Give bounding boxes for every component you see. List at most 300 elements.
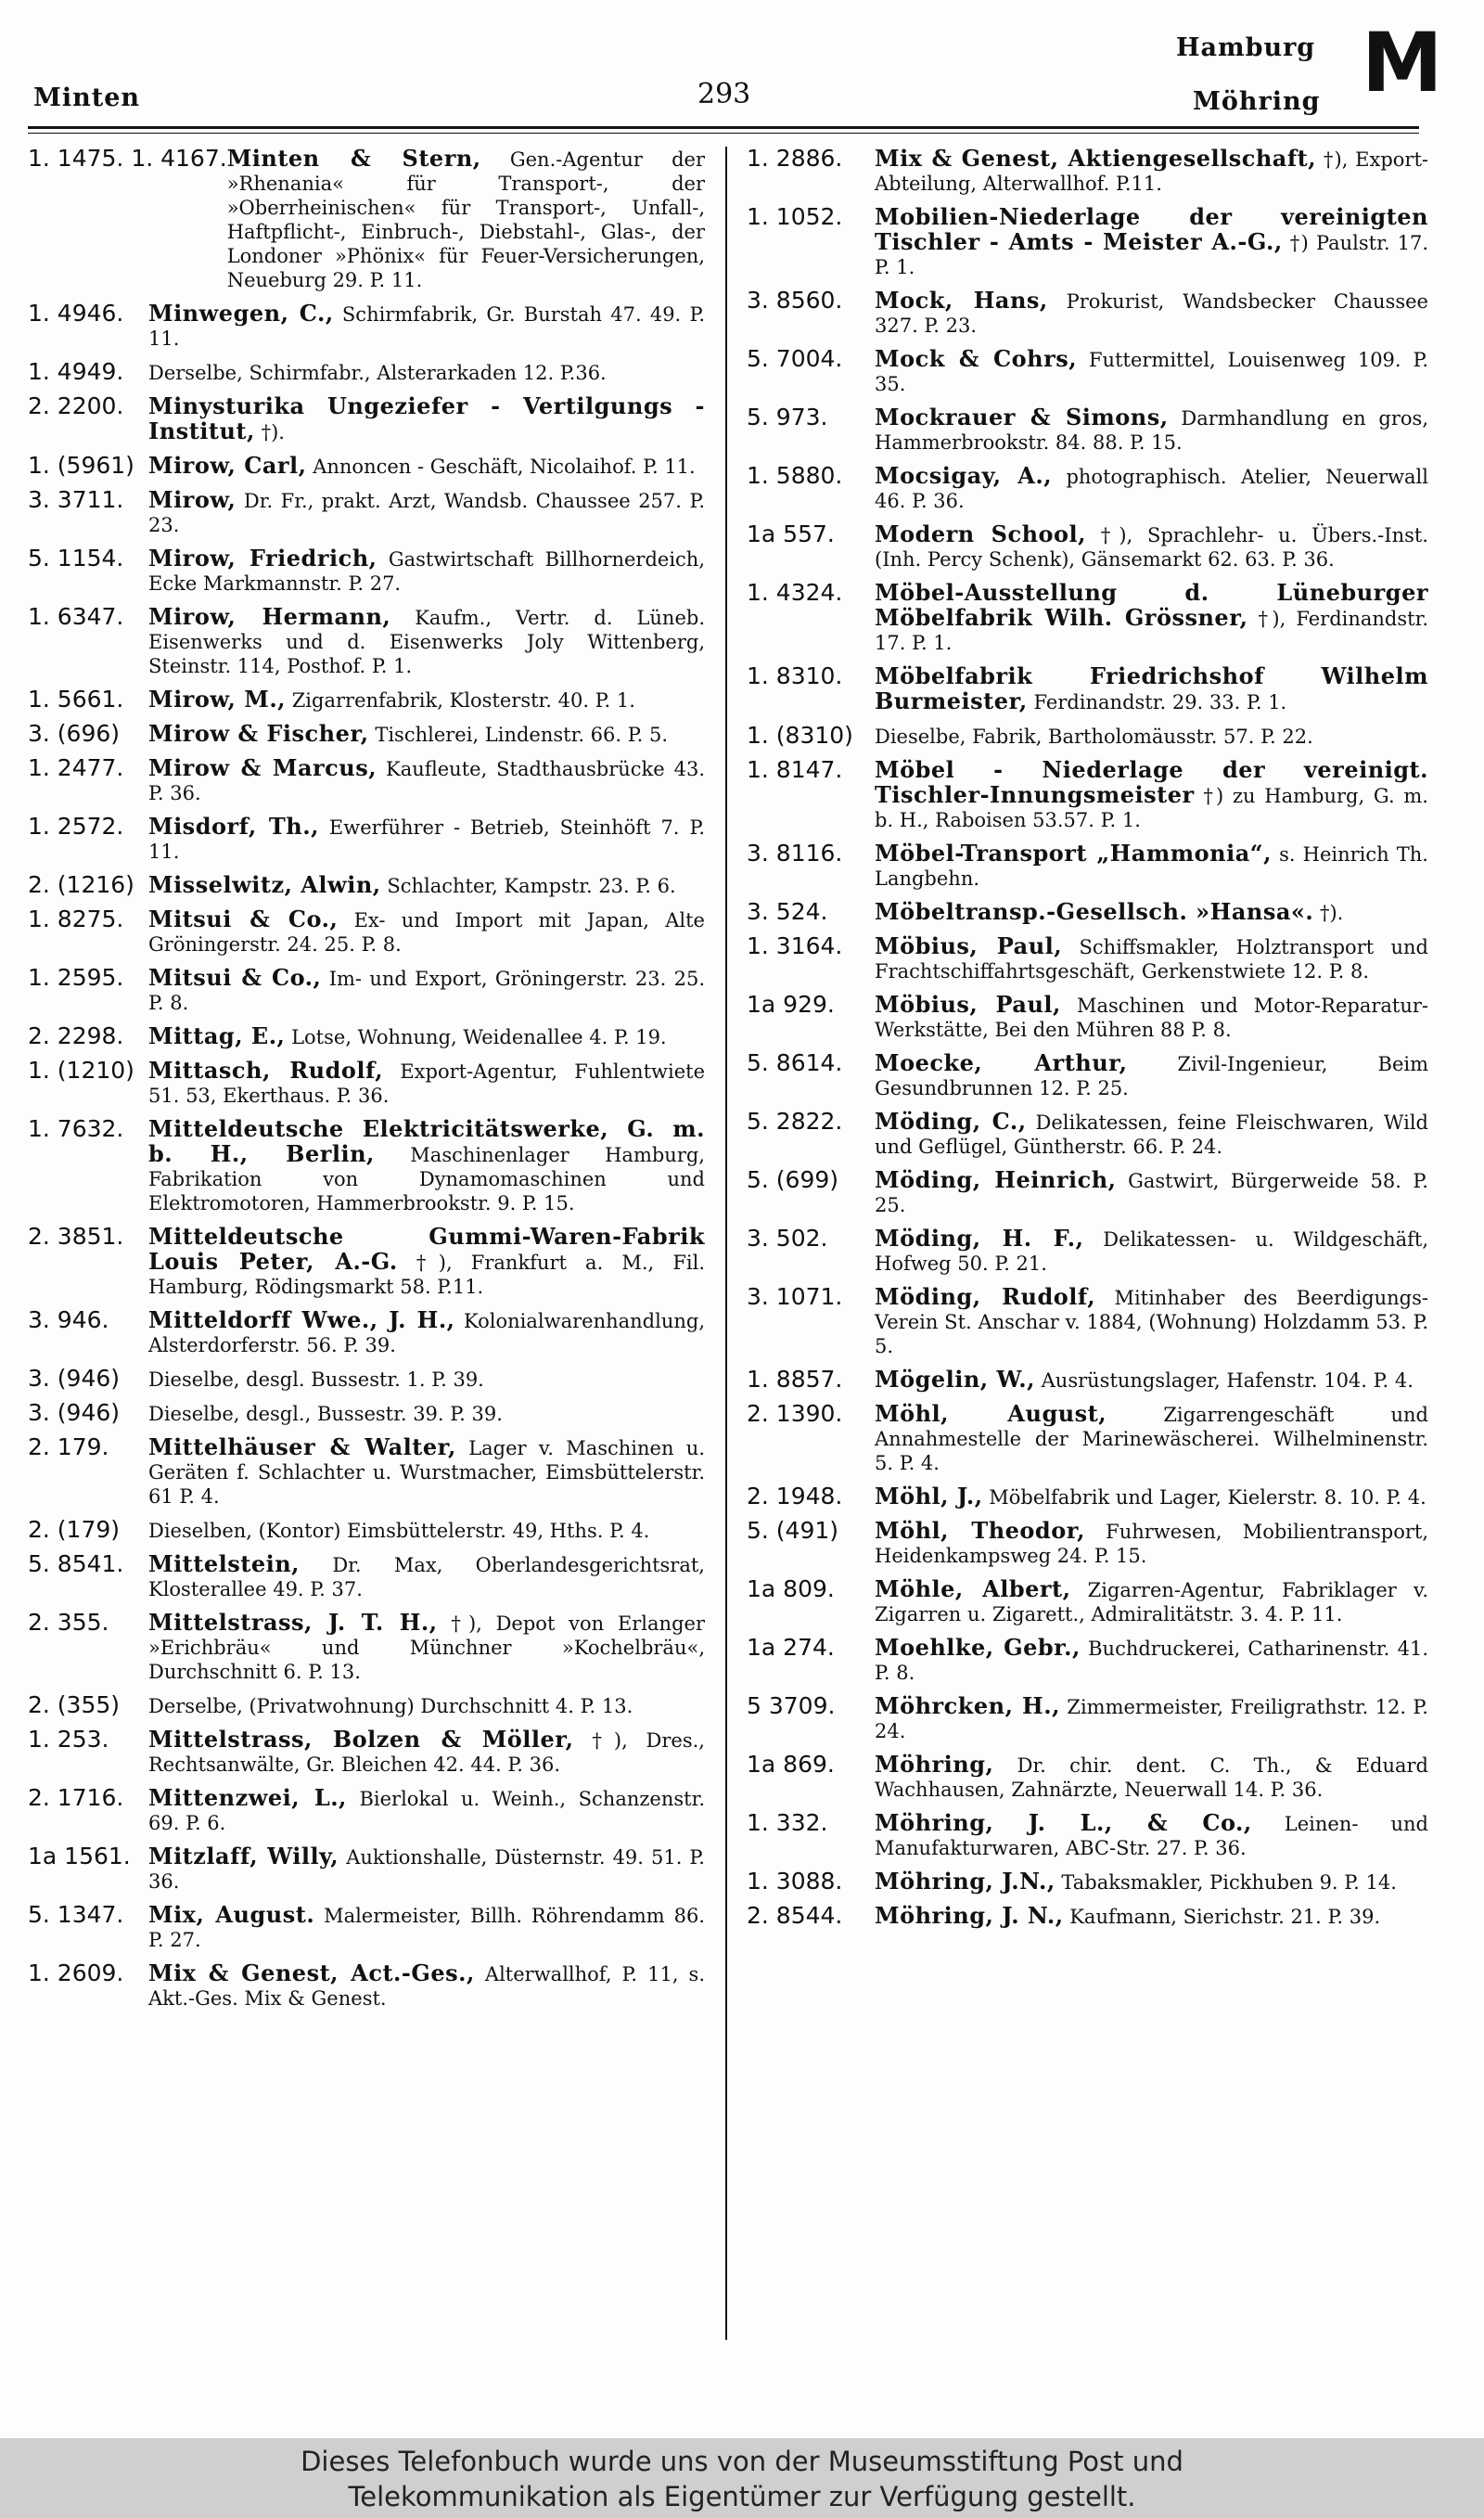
subscriber-details: Ausrüstungslager, Hafenstr. 104. P. 4. bbox=[1041, 1369, 1414, 1392]
phone-number: 1. 1475. 1. 4167. bbox=[28, 145, 227, 172]
directory-entry bbox=[28, 1117, 705, 1215]
phone-number: 3. 3711. bbox=[28, 486, 124, 513]
subscriber-details: †). bbox=[1319, 902, 1344, 924]
subscriber-details: Lotse, Wohnung, Weidenallee 4. P. 19. bbox=[291, 1026, 667, 1048]
phone-number: 1. 3088. bbox=[747, 1868, 843, 1895]
entry-text bbox=[148, 1518, 705, 1543]
subscriber-name: Möding, Rudolf, bbox=[875, 1283, 1096, 1310]
directory-entry bbox=[28, 147, 705, 292]
subscriber-details: Dr. chir. dent. C. Th., & Eduard Wachhausen, Zahnärzte, Neuerwall 14. P. 36. bbox=[875, 1754, 1428, 1801]
directory-entry bbox=[28, 1961, 705, 2011]
entry-text bbox=[875, 464, 1428, 513]
directory-entry bbox=[747, 347, 1428, 396]
phone-number: 2. (179) bbox=[28, 1516, 121, 1543]
subscriber-details: Dr. Max, Oberlandesgerichtsrat, Klosterallee 49. P. 37. bbox=[148, 1554, 705, 1600]
directory-entry bbox=[747, 724, 1428, 749]
phone-number: 5. 2822. bbox=[747, 1108, 843, 1135]
phone-number: 5. 7004. bbox=[747, 345, 843, 372]
entry-text bbox=[148, 1435, 705, 1509]
directory-entry bbox=[28, 605, 705, 678]
entry-text bbox=[875, 758, 1428, 832]
entry-text bbox=[148, 1367, 705, 1392]
subscriber-details: Ewerführer - Betrieb, Steinhöft 7. P. 11. bbox=[148, 816, 705, 863]
entry-text bbox=[148, 454, 705, 479]
subscriber-name: Möbel - Niederlage der vereinigt. Tischler-Innungsmeister bbox=[875, 756, 1428, 808]
subscriber-name: Mix & Genest, Act.-Ges., bbox=[148, 1959, 475, 1986]
directory-entry bbox=[747, 1577, 1428, 1626]
directory-entry bbox=[747, 934, 1428, 983]
subscriber-details: Fuhrwesen, Mobilientransport, Heidenkampsweg 24. P. 15. bbox=[875, 1521, 1428, 1567]
header-rule-thin bbox=[28, 133, 1419, 134]
subscriber-name: Mittasch, Rudolf, bbox=[148, 1057, 384, 1084]
directory-entry bbox=[28, 360, 705, 385]
entry-text bbox=[148, 1611, 705, 1684]
phone-number: 1. (8310) bbox=[747, 722, 853, 749]
left-column bbox=[28, 147, 705, 2020]
entry-text bbox=[148, 1961, 705, 2011]
phone-number: 5. 1154. bbox=[28, 545, 124, 572]
subscriber-details: Schirmfabrik, Gr. Burstah 47. 49. P. 11. bbox=[148, 303, 705, 350]
subscriber-details: †), Depot von Erlanger »Erichbräu« und Münchner »Kochelbräu«, Durchschnitt 6. P. 13. bbox=[148, 1612, 705, 1683]
directory-entry bbox=[747, 1694, 1428, 1743]
directory-entry bbox=[28, 1786, 705, 1835]
entry-text bbox=[875, 347, 1428, 396]
phone-number: 1. 4324. bbox=[747, 579, 843, 606]
subscriber-details: Schiffsmakler, Holztransport und Frachtschiffahrtsgeschäft, Gerkenstwiete 12. P. 8. bbox=[875, 936, 1428, 983]
subscriber-name: Mögelin, W., bbox=[875, 1366, 1035, 1393]
subscriber-name: Mittelstrass, J. T. H., bbox=[148, 1609, 438, 1636]
subscriber-name: Möbius, Paul, bbox=[875, 932, 1063, 959]
phone-number: 2. 3851. bbox=[28, 1223, 124, 1250]
directory-entry bbox=[28, 1903, 705, 1952]
subscriber-details: Alterwallhof, P. 11, s. Akt.-Ges. Mix & Genest. bbox=[148, 1963, 706, 2010]
subscriber-details: †). bbox=[261, 421, 285, 443]
directory-entry bbox=[747, 464, 1428, 513]
entry-text bbox=[875, 1051, 1428, 1100]
directory-entry bbox=[747, 841, 1428, 891]
phone-number: 1. 5880. bbox=[747, 462, 843, 489]
subscriber-name: Möbel-Transport „Hammonia“, bbox=[875, 840, 1272, 867]
subscriber-details: Zimmermeister, Freiligrathstr. 12. P. 24. bbox=[875, 1696, 1428, 1742]
subscriber-details: Mitinhaber des Beerdigungs-Verein St. Anschar v. 1884, (Wohnung) Holzdamm 53. P. 5. bbox=[875, 1287, 1428, 1357]
subscriber-details: †) Paulstr. 17. P. 1. bbox=[875, 232, 1428, 278]
subscriber-name: Möhring, J.N., bbox=[875, 1868, 1055, 1895]
subscriber-name: Möhrcken, H., bbox=[875, 1692, 1060, 1719]
subscriber-details: Auktionshalle, Düsternstr. 49. 51. P. 36. bbox=[148, 1846, 705, 1893]
header-letter: M bbox=[1362, 15, 1443, 110]
phone-number: 3. 502. bbox=[747, 1225, 828, 1252]
directory-entry bbox=[28, 1611, 705, 1684]
column-divider bbox=[725, 147, 727, 2340]
subscriber-name: Minysturika Ungeziefer - Vertilgungs - Institut, bbox=[148, 392, 705, 444]
phone-number: 1. 1052. bbox=[747, 203, 843, 230]
directory-entry bbox=[28, 302, 705, 351]
directory-entry bbox=[747, 205, 1428, 279]
subscriber-name: Möhring, J. N., bbox=[875, 1902, 1064, 1929]
phone-number: 2. 1948. bbox=[747, 1483, 843, 1510]
phone-number: 3. 524. bbox=[747, 898, 828, 925]
directory-entry bbox=[28, 1308, 705, 1357]
entry-text bbox=[875, 664, 1428, 714]
subscriber-name: Möhl, August, bbox=[875, 1400, 1107, 1427]
subscriber-details: †), Sprachlehr- u. Übers.-Inst. (Inh. Percy Schenk), Gänsemarkt 62. 63. P. 36. bbox=[875, 524, 1428, 571]
subscriber-details: Zigarren-Agentur, Fabriklager v. Zigarren u. Zigarett., Admiralitätstr. 3. 4. P. 11. bbox=[875, 1579, 1428, 1625]
subscriber-details: Kaufm., Vertr. d. Lüneb. Eisenwerks und d. Eisenwerks Joly Wittenberg, Steinstr. 114, Posthof. P. 1. bbox=[148, 607, 705, 677]
subscriber-name: Minwegen, C., bbox=[148, 300, 334, 327]
phone-number: 2. (1216) bbox=[28, 871, 134, 898]
right-column bbox=[747, 147, 1428, 1938]
subscriber-details: Futtermittel, Louisenweg 109. P. 35. bbox=[875, 349, 1428, 395]
phone-number: 1. 4949. bbox=[28, 358, 124, 385]
subscriber-details: Dieselben, (Kontor) Eimsbüttelerstr. 49, Hths. P. 4. bbox=[148, 1520, 650, 1542]
entry-text bbox=[875, 1285, 1428, 1358]
directory-entry bbox=[28, 454, 705, 479]
phone-number: 1. 7632. bbox=[28, 1115, 124, 1142]
phone-number: 1. 8275. bbox=[28, 906, 124, 932]
entry-text bbox=[875, 1753, 1428, 1802]
directory-entry bbox=[747, 1368, 1428, 1393]
subscriber-details: Dieselbe, desgl. Bussestr. 1. P. 39. bbox=[148, 1368, 484, 1391]
entry-text bbox=[875, 993, 1428, 1042]
page-number: 293 bbox=[697, 78, 751, 110]
subscriber-name: Mittelhäuser & Walter, bbox=[148, 1433, 456, 1460]
subscriber-name: Möbel-Ausstellung d. Lüneburger Möbelfabrik Wilh. Grössner, bbox=[875, 579, 1428, 631]
directory-entry bbox=[747, 1519, 1428, 1568]
entry-text bbox=[875, 1227, 1428, 1276]
entry-text bbox=[148, 302, 705, 351]
subscriber-name: Mittelstein, bbox=[148, 1550, 301, 1577]
phone-number: 1. 6347. bbox=[28, 603, 124, 630]
entry-text bbox=[875, 289, 1428, 338]
subscriber-name: Möbeltransp.-Gesellsch. »Hansa«. bbox=[875, 898, 1314, 925]
phone-number: 3. (696) bbox=[28, 720, 121, 747]
subscriber-name: Mirow & Fischer, bbox=[148, 720, 369, 747]
phone-number: 1a 274. bbox=[747, 1634, 835, 1661]
subscriber-name: Mocsigay, A., bbox=[875, 462, 1053, 489]
directory-entry bbox=[747, 1811, 1428, 1860]
subscriber-name: Minten & Stern, bbox=[226, 145, 481, 172]
entry-text bbox=[875, 1519, 1428, 1568]
entry-text bbox=[875, 1811, 1428, 1860]
subscriber-name: Mittag, E., bbox=[148, 1022, 286, 1049]
subscriber-details: Lager v. Maschinen u. Geräten f. Schlachter u. Wurstmacher, Eimsbüttelerstr. 61 P. 4. bbox=[148, 1437, 705, 1508]
entry-text bbox=[148, 722, 705, 747]
subscriber-name: Möhring, J. L., & Co., bbox=[875, 1809, 1252, 1836]
entry-text bbox=[875, 405, 1428, 455]
entry-text bbox=[875, 1368, 1428, 1393]
phone-number: 5. (699) bbox=[747, 1166, 839, 1193]
entry-text bbox=[148, 815, 705, 864]
subscriber-details: Malermeister, Billh. Röhrendamm 86. P. 27. bbox=[148, 1905, 705, 1951]
subscriber-details: †), Frankfurt a. M., Fil. Hamburg, Rödingsmarkt 58. P.11. bbox=[148, 1252, 705, 1298]
phone-number: 1. 332. bbox=[747, 1809, 828, 1836]
directory-entry bbox=[28, 488, 705, 537]
footer-notice bbox=[0, 2438, 1484, 2518]
directory-entry bbox=[747, 664, 1428, 714]
subscriber-name: Mock & Cohrs, bbox=[875, 345, 1078, 372]
entry-text bbox=[227, 147, 705, 292]
subscriber-name: Mittenzwei, L., bbox=[148, 1784, 347, 1811]
entry-text bbox=[148, 1024, 705, 1049]
directory-entry bbox=[747, 522, 1428, 572]
phone-number: 5. 1347. bbox=[28, 1901, 124, 1928]
directory-entry bbox=[28, 966, 705, 1015]
subscriber-name: Mitsui & Co., bbox=[148, 964, 322, 991]
entry-text bbox=[875, 841, 1428, 891]
directory-entry bbox=[747, 405, 1428, 455]
subscriber-name: Mitteldeutsche Gummi-Waren-Fabrik Louis Peter, A.-G. bbox=[148, 1223, 705, 1275]
phone-number: 1. 5661. bbox=[28, 686, 124, 713]
entry-text bbox=[148, 546, 705, 596]
phone-number: 1. 3164. bbox=[747, 932, 843, 959]
subscriber-details: Bierlokal u. Weinh., Schanzenstr. 69. P. 6. bbox=[148, 1788, 706, 1834]
phone-number: 5. 8614. bbox=[747, 1049, 843, 1076]
subscriber-name: Mix & Genest, Aktiengesellschaft, bbox=[875, 145, 1317, 172]
directory-entry bbox=[747, 758, 1428, 832]
phone-number: 1a 1561. bbox=[28, 1843, 131, 1869]
phone-number: 1. 2572. bbox=[28, 813, 124, 840]
directory-entry bbox=[747, 1285, 1428, 1358]
subscriber-details: s. Heinrich Th. Langbehn. bbox=[875, 843, 1428, 890]
subscriber-name: Mittelstrass, Bolzen & Möller, bbox=[148, 1726, 574, 1753]
entry-text bbox=[875, 1636, 1428, 1685]
subscriber-details: Dieselbe, desgl., Bussestr. 39. P. 39. bbox=[148, 1403, 503, 1425]
phone-number: 1. 8147. bbox=[747, 756, 843, 783]
subscriber-name: Möding, H. F., bbox=[875, 1225, 1084, 1252]
entry-text bbox=[875, 147, 1428, 196]
header-left-keyword: Minten bbox=[33, 84, 141, 112]
entry-text bbox=[875, 581, 1428, 655]
phone-number: 2. 1716. bbox=[28, 1784, 124, 1811]
phone-number: 3. 946. bbox=[28, 1306, 109, 1333]
subscriber-details: Zivil-Ingenieur, Beim Gesundbrunnen 12. P. 25. bbox=[875, 1053, 1428, 1099]
subscriber-name: Möhl, Theodor, bbox=[875, 1517, 1085, 1544]
phone-number: 2. 1390. bbox=[747, 1400, 843, 1427]
entry-text bbox=[148, 687, 705, 713]
subscriber-name: Mirow, Hermann, bbox=[148, 603, 391, 630]
directory-entry bbox=[28, 1435, 705, 1509]
entry-text bbox=[148, 1844, 705, 1894]
subscriber-details: †), Ferdinandstr. 17. P. 1. bbox=[875, 608, 1429, 654]
phone-number: 1. 2477. bbox=[28, 754, 124, 781]
subscriber-details: Delikatessen, feine Fleischwaren, Wild und Geflügel, Güntherstr. 66. P. 24. bbox=[875, 1111, 1428, 1158]
phone-number: 3. 8116. bbox=[747, 840, 843, 867]
subscriber-name: Möding, C., bbox=[875, 1108, 1027, 1135]
subscriber-details: Möbelfabrik und Lager, Kielerstr. 8. 10. P. 4. bbox=[989, 1486, 1426, 1509]
entry-text bbox=[148, 756, 705, 805]
subscriber-details: Maschinenlager Hamburg, Fabrikation von Dynamomaschinen und Elektromotoren, Hammerbrookstr. 9. P. 15. bbox=[148, 1144, 705, 1214]
subscriber-name: Moehlke, Gebr., bbox=[875, 1634, 1081, 1661]
subscriber-details: Maschinen und Motor-Reparatur-Werkstätte, Bei den Mühren 88 P. 8. bbox=[875, 995, 1428, 1041]
subscriber-name: Mirow & Marcus, bbox=[148, 754, 377, 781]
subscriber-name: Mobilien-Niederlage der vereinigten Tischler - Amts - Meister A.-G., bbox=[875, 203, 1428, 255]
directory-entry bbox=[28, 873, 705, 898]
subscriber-details: Export-Agentur, Fuhlentwiete 51. 53, Ekerthaus. P. 36. bbox=[148, 1060, 705, 1107]
subscriber-details: Buchdruckerei, Catharinenstr. 41. P. 8. bbox=[875, 1638, 1429, 1684]
subscriber-details: Ferdinandstr. 29. 33. P. 1. bbox=[1033, 691, 1287, 713]
header-rule bbox=[28, 126, 1419, 129]
subscriber-name: Mitteldorff Wwe., J. H., bbox=[148, 1306, 455, 1333]
phone-number: 1. 8310. bbox=[747, 662, 843, 689]
footer-line-1: Dieses Telefonbuch wurde uns von der Museumsstiftung Post und bbox=[301, 2446, 1183, 2477]
entry-text bbox=[875, 205, 1428, 279]
entry-text bbox=[875, 1694, 1428, 1743]
phone-number: 2. 8544. bbox=[747, 1902, 843, 1929]
directory-entry bbox=[747, 1636, 1428, 1685]
entry-text bbox=[148, 966, 705, 1015]
entry-text bbox=[148, 1308, 705, 1357]
subscriber-name: Mirow, M., bbox=[148, 686, 287, 713]
directory-entry bbox=[28, 1024, 705, 1049]
entry-text bbox=[875, 1904, 1428, 1929]
entry-text bbox=[875, 522, 1428, 572]
entry-text bbox=[148, 488, 705, 537]
phone-number: 5. 973. bbox=[747, 404, 828, 430]
directory-entry bbox=[28, 1518, 705, 1543]
directory-entry bbox=[28, 722, 705, 747]
phone-number: 2. 2298. bbox=[28, 1022, 124, 1049]
subscriber-details: Ex- und Import mit Japan, Alte Gröningerstr. 24. 25. P. 8. bbox=[148, 909, 705, 956]
directory-entry bbox=[28, 1225, 705, 1299]
entry-text bbox=[875, 1110, 1428, 1159]
subscriber-name: Möding, Heinrich, bbox=[875, 1166, 1117, 1193]
subscriber-name: Mirow, Friedrich, bbox=[148, 545, 377, 572]
subscriber-name: Mockrauer & Simons, bbox=[875, 404, 1169, 430]
entry-text bbox=[148, 1059, 705, 1108]
directory-entry bbox=[28, 546, 705, 596]
entry-text bbox=[875, 934, 1428, 983]
phone-number: 2. (355) bbox=[28, 1691, 121, 1718]
directory-entry bbox=[747, 1227, 1428, 1276]
subscriber-name: Möbelfabrik Friedrichshof Wilhelm Burmeister, bbox=[875, 662, 1428, 714]
directory-entry bbox=[747, 147, 1428, 196]
phone-number: 1. (1210) bbox=[28, 1057, 134, 1084]
directory-entry bbox=[28, 687, 705, 713]
directory-entry bbox=[28, 1552, 705, 1601]
phone-number: 3. (946) bbox=[28, 1365, 121, 1392]
directory-entry bbox=[28, 907, 705, 957]
subscriber-name: Mitzlaff, Willy, bbox=[148, 1843, 339, 1869]
phone-number: 1. (5961) bbox=[28, 452, 134, 479]
subscriber-details: Derselbe, (Privatwohnung) Durchschnitt 4. P. 13. bbox=[148, 1695, 633, 1717]
phone-number: 1. 4946. bbox=[28, 300, 124, 327]
phone-number: 3. 8560. bbox=[747, 287, 843, 314]
entry-text bbox=[875, 1168, 1428, 1217]
directory-entry bbox=[747, 1904, 1428, 1929]
directory-entry bbox=[747, 1110, 1428, 1159]
phone-number: 1a 809. bbox=[747, 1575, 835, 1602]
subscriber-details: †), Dres., Rechtsanwälte, Gr. Bleichen 42. 44. P. 36. bbox=[148, 1729, 705, 1776]
subscriber-details: Gen.-Agentur der »Rhenania« für Transport-, der »Oberrheinischen« für Transport-, Unfall-, Haftpflicht-, Einbruch-, Diebstahl-, Glas-, der Londoner »Phönix« für Feuer-Versicherungen, Neueburg 29. P. 11. bbox=[226, 148, 705, 291]
directory-entry bbox=[747, 289, 1428, 338]
directory-entry bbox=[747, 1484, 1428, 1510]
subscriber-details: Dr. Fr., prakt. Arzt, Wandsb. Chaussee 257. P. 23. bbox=[148, 490, 705, 536]
subscriber-details: Zigarrenfabrik, Klosterstr. 40. P. 1. bbox=[291, 689, 635, 712]
subscriber-details: photographisch. Atelier, Neuerwall 46. P. 36. bbox=[875, 466, 1428, 512]
entry-text bbox=[148, 1225, 705, 1299]
subscriber-details: Gastwirtschaft Billhornerdeich, Ecke Markmannstr. P. 27. bbox=[148, 548, 705, 595]
directory-entry bbox=[747, 1869, 1428, 1895]
subscriber-details: Leinen- und Manufakturwaren, ABC-Str. 27. P. 36. bbox=[875, 1813, 1428, 1859]
phone-number: 1. 253. bbox=[28, 1726, 109, 1753]
subscriber-name: Mitsui & Co., bbox=[148, 906, 339, 932]
phone-number: 1a 869. bbox=[747, 1751, 835, 1778]
subscriber-details: Darmhandlung en gros, Hammerbrookstr. 84. 88. P. 15. bbox=[875, 407, 1428, 454]
subscriber-details: Derselbe, Schirmfabr., Alsterarkaden 12. P.36. bbox=[148, 362, 607, 384]
subscriber-details: Tischlerei, Lindenstr. 66. P. 5. bbox=[375, 724, 669, 746]
subscriber-name: Mitteldeutsche Elektricitätswerke, G. m. b. H., Berlin, bbox=[148, 1115, 705, 1167]
entry-text bbox=[148, 1552, 705, 1601]
footer-line-2: Telekommunikation als Eigentümer zur Verfügung gestellt. bbox=[348, 2481, 1136, 2512]
subscriber-details: Tabaksmakler, Pickhuben 9. P. 14. bbox=[1061, 1871, 1397, 1894]
subscriber-details: Kolonialwarenhandlung, Alsterdorferstr. 56. P. 39. bbox=[148, 1310, 705, 1356]
directory-entry bbox=[28, 1401, 705, 1426]
directory-entry bbox=[747, 993, 1428, 1042]
entry-text bbox=[148, 1903, 705, 1952]
phone-number: 1a 557. bbox=[747, 520, 835, 547]
subscriber-details: Prokurist, Wandsbecker Chaussee 327. P. 23. bbox=[875, 290, 1428, 337]
entry-text bbox=[148, 1693, 705, 1718]
subscriber-name: Moecke, Arthur, bbox=[875, 1049, 1128, 1076]
subscriber-name: Möhl, J., bbox=[875, 1483, 983, 1510]
entry-text bbox=[148, 1786, 705, 1835]
phone-number: 5 3709. bbox=[747, 1692, 836, 1719]
subscriber-name: Mix, August. bbox=[148, 1901, 315, 1928]
directory-entry bbox=[747, 581, 1428, 655]
subscriber-name: Mock, Hans, bbox=[875, 287, 1048, 314]
phone-number: 2. 2200. bbox=[28, 392, 124, 419]
phone-number: 1. 2886. bbox=[747, 145, 843, 172]
phone-number: 1. 2609. bbox=[28, 1959, 124, 1986]
header-right-keyword: Möhring bbox=[1193, 87, 1321, 116]
subscriber-name: Möhle, Albert, bbox=[875, 1575, 1071, 1602]
entry-text bbox=[875, 1402, 1428, 1475]
subscriber-details: Zigarrengeschäft und Annahmestelle der Marinewäscherei. Wilhelminenstr. 5. P. 4. bbox=[875, 1404, 1428, 1474]
directory-entry bbox=[747, 1168, 1428, 1217]
entry-text bbox=[148, 360, 705, 385]
entry-text bbox=[148, 1401, 705, 1426]
subscriber-details: †) zu Hamburg, G. m. b. H., Raboisen 53.57. P. 1. bbox=[875, 785, 1428, 831]
phone-number: 2. 355. bbox=[28, 1609, 109, 1636]
directory-entry bbox=[747, 1402, 1428, 1475]
directory-entry bbox=[747, 1051, 1428, 1100]
directory-entry bbox=[747, 900, 1428, 925]
header-city: Hamburg bbox=[1176, 33, 1316, 62]
phone-number: 5. 8541. bbox=[28, 1550, 124, 1577]
directory-entry bbox=[28, 1844, 705, 1894]
entry-text bbox=[875, 1869, 1428, 1895]
entry-text bbox=[875, 1484, 1428, 1510]
directory-entry bbox=[28, 756, 705, 805]
phone-number: 3. 1071. bbox=[747, 1283, 843, 1310]
entry-text bbox=[148, 394, 705, 444]
subscriber-name: Mirow, bbox=[148, 486, 237, 513]
subscriber-details: Gastwirt, Bürgerweide 58. P. 25. bbox=[875, 1170, 1428, 1216]
subscriber-details: †), Export-Abteilung, Alterwallhof. P.11. bbox=[875, 148, 1428, 195]
directory-entry bbox=[28, 394, 705, 444]
subscriber-details: Kaufleute, Stadthausbrücke 43. P. 36. bbox=[148, 758, 705, 804]
directory-entry bbox=[28, 1059, 705, 1108]
entry-text bbox=[875, 724, 1428, 749]
subscriber-name: Möbius, Paul, bbox=[875, 991, 1061, 1018]
subscriber-name: Modern School, bbox=[875, 520, 1087, 547]
entry-text bbox=[148, 1117, 705, 1215]
subscriber-details: Schlachter, Kampstr. 23. P. 6. bbox=[387, 875, 676, 897]
subscriber-name: Misselwitz, Alwin, bbox=[148, 871, 381, 898]
subscriber-details: Dieselbe, Fabrik, Bartholomäusstr. 57. P. 22. bbox=[875, 726, 1313, 748]
subscriber-details: Im- und Export, Gröningerstr. 23. 25. P. 8. bbox=[148, 968, 705, 1014]
directory-entry bbox=[28, 1693, 705, 1718]
